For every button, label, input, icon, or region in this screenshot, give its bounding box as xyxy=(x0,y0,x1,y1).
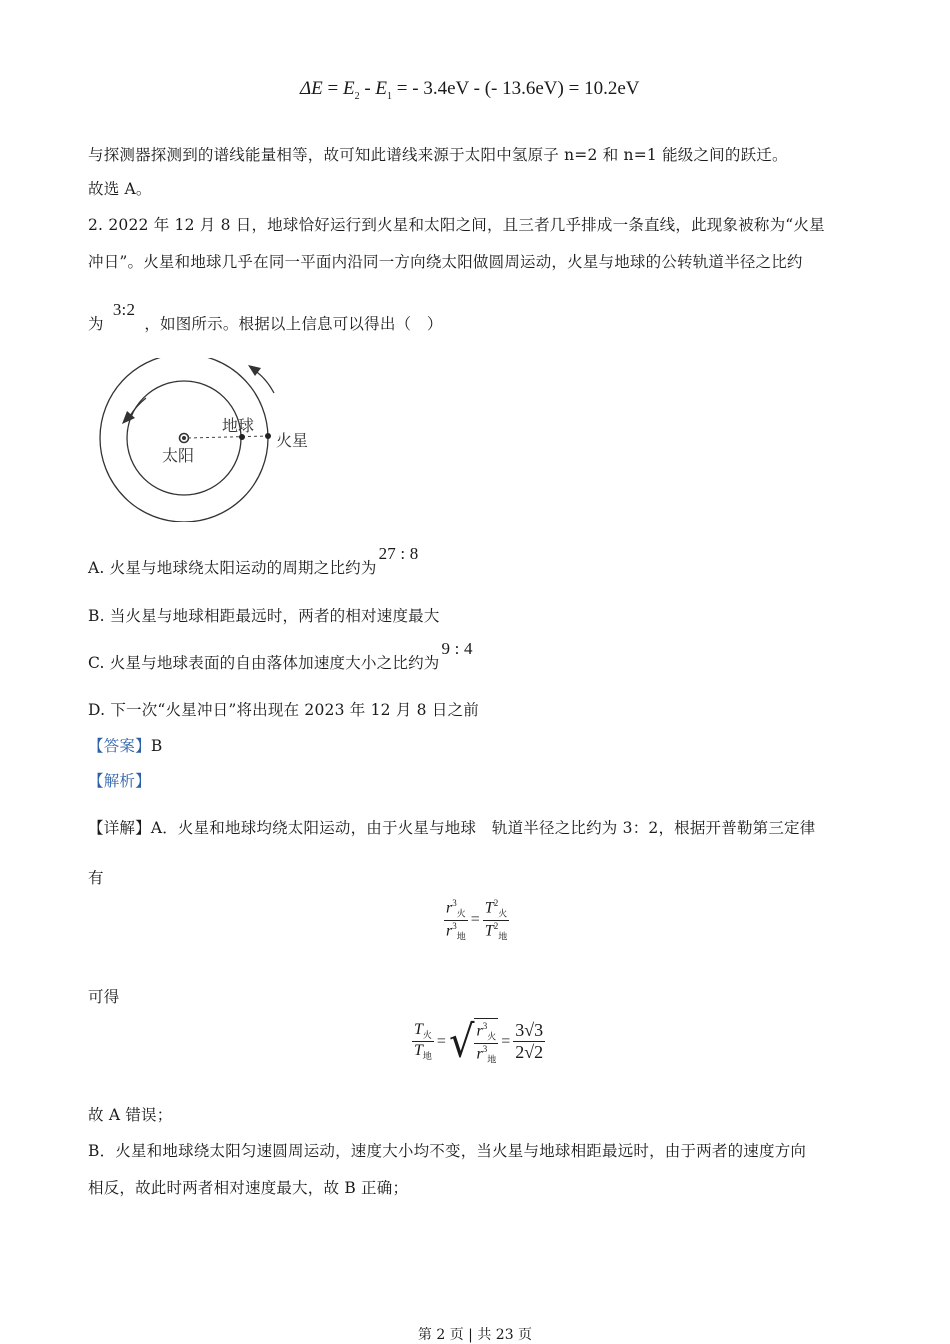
question-line-1: 2. 2022 年 12 月 8 日，地球恰好运行到火星和太阳之间，且三者几乎排成一条直线，此现象被称为“火星 xyxy=(88,216,825,234)
option-c-ratio: 9 : 4 xyxy=(441,639,473,658)
equation-rhs: = - 3.4eV - (- 13.6eV) = 10.2eV xyxy=(392,78,640,99)
radius-fraction xyxy=(444,898,468,942)
result-fraction xyxy=(513,1020,545,1063)
minus-sign: - xyxy=(359,78,376,99)
delta-e: ΔE xyxy=(300,78,323,99)
page-footer: 第 2 页 | 共 23 页 xyxy=(417,1327,533,1343)
option-a-text: A. 火星与地球绕太阳运动的周期之比约为 xyxy=(88,559,377,577)
square-root xyxy=(449,1018,498,1065)
mars-marker xyxy=(265,433,271,439)
answer-label: 【答案】 xyxy=(88,737,151,755)
result-numerator: 3√3 xyxy=(515,1020,544,1041)
sqrt-sign: √ xyxy=(448,1016,475,1067)
outer-arrow-arc xyxy=(254,370,274,393)
t-earth-exp: 2 xyxy=(493,920,499,931)
t-earth-symbol: T xyxy=(484,921,494,939)
radius-fraction-2 xyxy=(474,1021,498,1065)
r-mars-symbol-2: r xyxy=(476,1022,483,1040)
detail-line-4: 故 A 错误； xyxy=(88,1106,173,1124)
option-c-text: C. 火星与地球表面的自由落体加速度大小之比约为 xyxy=(88,654,440,672)
e1-subscript: 1 xyxy=(387,90,393,102)
option-a-ratio: 27 : 8 xyxy=(378,544,419,563)
t-earth-symbol-2: T xyxy=(414,1042,423,1060)
t-mars-sub: 火 xyxy=(498,908,508,919)
e2-symbol: E xyxy=(342,78,355,99)
option-b: B. 当火星与地球相距最远时，两者的相对速度最大 xyxy=(88,607,440,625)
option-a xyxy=(88,544,419,578)
t-earth-sub-2: 地 xyxy=(422,1051,432,1062)
t-earth-sub: 地 xyxy=(498,931,508,942)
detail-label: 【详解】 xyxy=(88,819,151,837)
r-earth-sub: 地 xyxy=(456,931,466,942)
t-mars-sub-2: 火 xyxy=(422,1030,432,1041)
orbit-diagram xyxy=(98,358,338,522)
answer-value: B xyxy=(150,737,163,755)
question-line-2: 冲日”。火星和地球几乎在同一平面内沿同一方向绕太阳做圆周运动，火星与地球的公转轨道半径之比约 xyxy=(88,253,803,271)
r-earth-exp-2: 3 xyxy=(482,1043,488,1054)
energy-equation: $\Delta E = E_2 - E_1$ = - 3.4eV - (- 13.6eV) = 10.2eV xyxy=(300,78,640,102)
detail-line-2: 有 xyxy=(88,869,104,887)
r-mars-sub: 火 xyxy=(456,908,466,919)
sun-label: 太阳 xyxy=(162,446,195,465)
e1-symbol: E xyxy=(375,78,388,99)
t-mars-exp: 2 xyxy=(493,898,499,908)
r-earth-exp: 3 xyxy=(452,920,457,931)
result-denominator: 2√2 xyxy=(515,1042,544,1063)
r-earth-sub-2: 地 xyxy=(487,1054,497,1065)
r-mars-sub-2: 火 xyxy=(487,1031,497,1042)
question-line-3a: 为 xyxy=(88,315,104,333)
analysis-label: 【解析】 xyxy=(88,772,151,790)
detail-text-1: A．火星和地球均绕太阳运动，由于火星与地球 轨道半径之比约为 3：2，根据开普勒第三定律 xyxy=(150,819,816,837)
equals-sign-2: = xyxy=(436,1032,446,1050)
t-mars-symbol: T xyxy=(484,899,494,917)
detail-line-5: B．火星和地球绕太阳匀速圆周运动，速度大小均不变，当火星与地球相距最远时，由于两者的速度方向 xyxy=(88,1142,807,1160)
detail-line-6: 相反，故此时两者相对速度最大，故 B 正确； xyxy=(88,1179,409,1197)
radius-ratio: 3:2 xyxy=(112,300,136,319)
e2-subscript: 2 xyxy=(354,90,360,102)
r-earth-symbol-2: r xyxy=(476,1044,483,1062)
sun-center xyxy=(182,436,186,440)
kepler-formula xyxy=(444,898,509,942)
text-line-2: 故选 A。 xyxy=(88,180,152,198)
equals-sign: = xyxy=(470,911,480,929)
answer-line xyxy=(88,734,162,756)
period-ratio-formula xyxy=(412,1018,545,1065)
r-earth-symbol: r xyxy=(446,921,453,939)
question-line-3b: ，如图所示。根据以上信息可以得出（ ） xyxy=(144,315,443,333)
inner-arrow-arc xyxy=(130,398,146,416)
mars-label: 火星 xyxy=(276,431,309,450)
equals-sign-3: = xyxy=(501,1032,511,1050)
question-line-3 xyxy=(88,300,443,334)
r-mars-exp: 3 xyxy=(452,898,457,908)
option-d: D. 下一次“火星冲日”将出现在 2023 年 12 月 8 日之前 xyxy=(88,701,479,719)
period-ratio-lhs xyxy=(412,1021,434,1062)
detail-line-1 xyxy=(88,816,815,838)
text-line-1: 与探测器探测到的谱线能量相等，故可知此谱线来源于太阳中氢原子 n=2 和 n=1 能级之间的跃迁。 xyxy=(88,146,788,164)
earth-label: 地球 xyxy=(222,416,255,435)
option-c xyxy=(88,639,473,673)
detail-line-3: 可得 xyxy=(88,988,120,1006)
t-mars-symbol-2: T xyxy=(414,1020,423,1038)
period-fraction xyxy=(483,898,509,942)
r-mars-exp-2: 3 xyxy=(482,1021,488,1031)
r-mars-symbol: r xyxy=(446,899,453,917)
alignment-line xyxy=(188,436,268,438)
